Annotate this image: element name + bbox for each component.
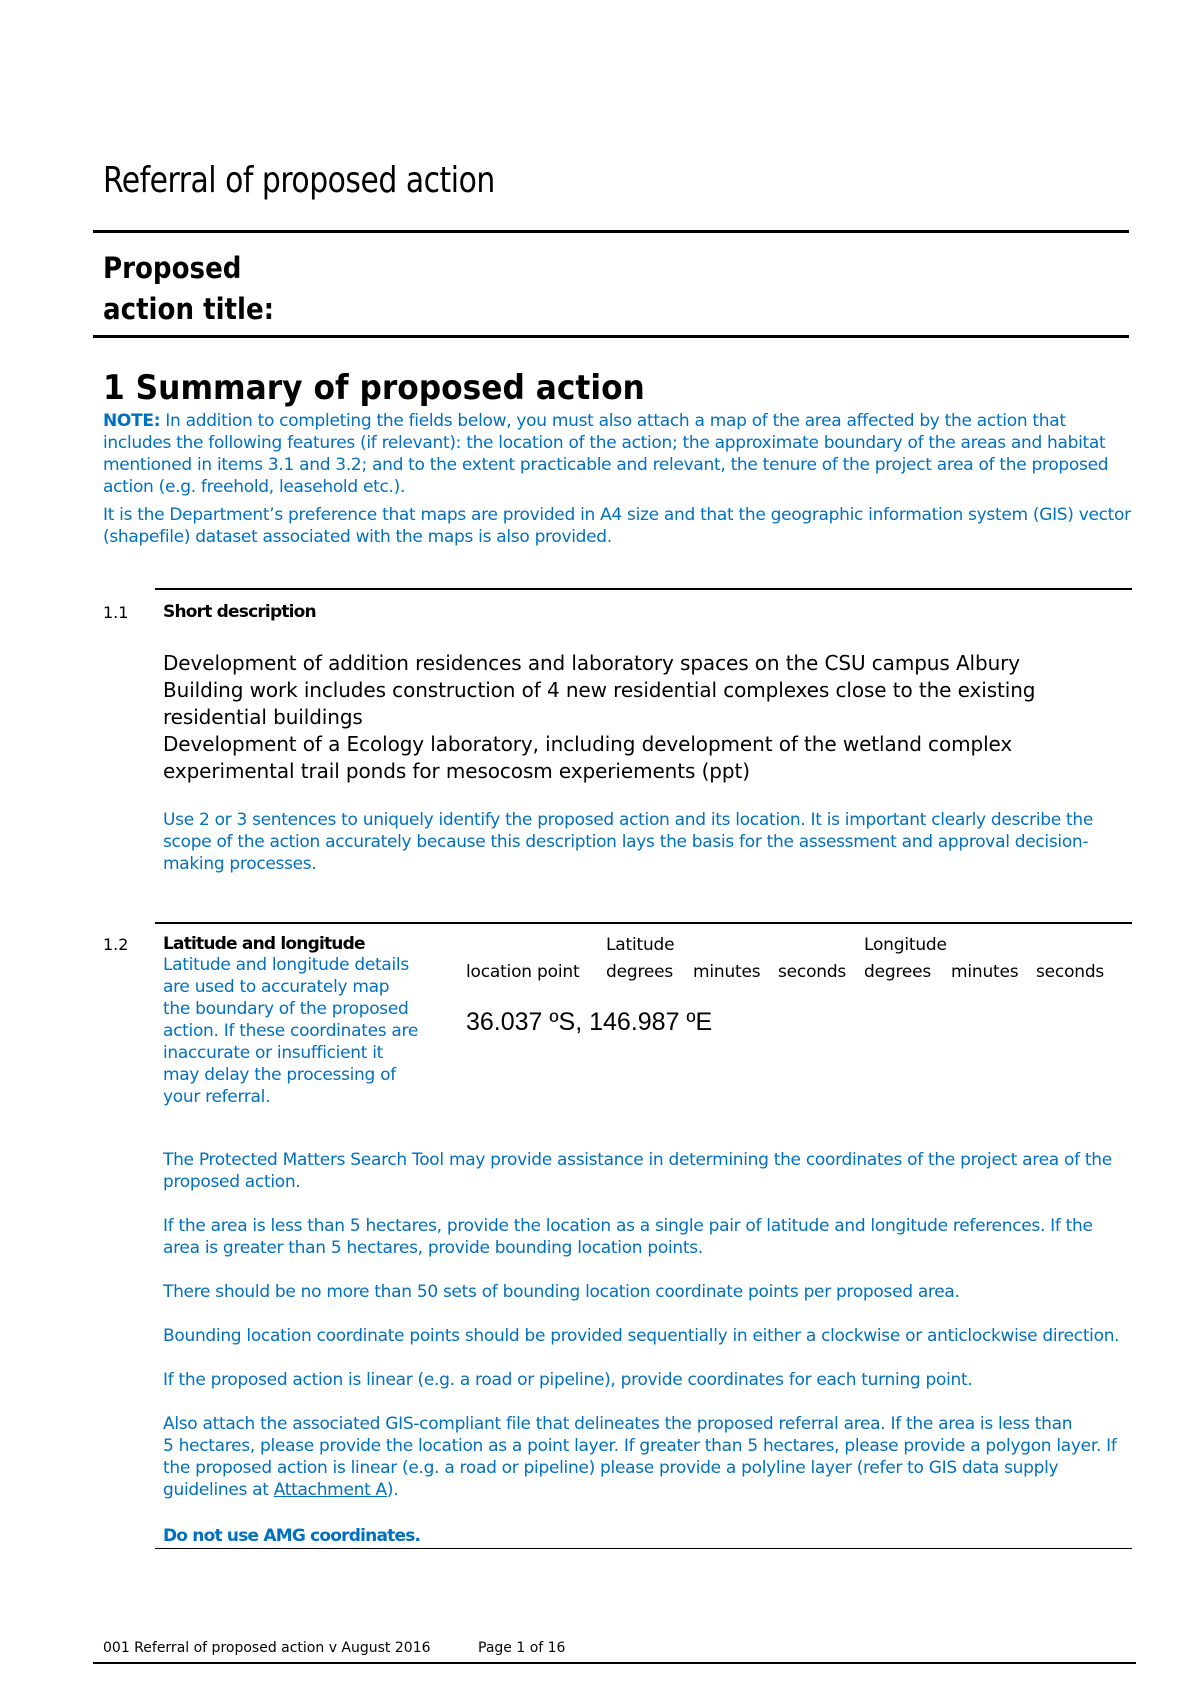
coordinate-value-field[interactable]: 36.037 ºS, 146.987 ºE xyxy=(466,1008,713,1036)
lon-seconds-label: seconds xyxy=(1036,962,1105,982)
item-number: 1.1 xyxy=(103,603,129,622)
footer-document-name: 001 Referral of proposed action v August 2016 xyxy=(103,1640,431,1656)
amg-warning: Do not use AMG coordinates. xyxy=(163,1526,421,1546)
item-heading: Short description xyxy=(163,602,316,622)
proposed-action-title-text: Proposed action title: xyxy=(103,251,275,326)
lon-minutes-label: minutes xyxy=(951,962,1019,982)
action-title-divider xyxy=(93,335,1129,338)
item-1-2-bottom-rule xyxy=(155,1548,1132,1549)
attachment-a-link[interactable]: Attachment A xyxy=(273,1480,387,1500)
description-line: residential buildings xyxy=(163,705,363,729)
item-1-1-divider xyxy=(155,588,1132,590)
item-heading: Latitude and longitude xyxy=(163,934,365,954)
gis-last-prefix: guidelines at xyxy=(163,1480,274,1500)
latlong-help-text: Latitude and longitude details are used to accurately map the boundary of the proposed action. If these coordinates are inaccurate or insufficient it may delay the processing of your referral. xyxy=(163,955,418,1107)
short-description-field[interactable] xyxy=(163,650,1063,785)
item-1-2-divider xyxy=(155,922,1132,924)
item-number: 1.2 xyxy=(103,935,129,954)
footer-rule xyxy=(93,1662,1136,1664)
description-line: Development of addition residences and laboratory spaces on the CSU campus Albury xyxy=(163,651,1021,675)
description-line: experimental trail ponds for mesocosm experiements (ppt) xyxy=(163,759,750,783)
guidance-paragraph: If the area is less than 5 hectares, provide the location as a single pair of latitude and longitude references. If the area is greater than 5 hectares, provide bounding location points. xyxy=(163,1216,1093,1258)
short-description-guidance: Use 2 or 3 sentences to uniquely identify the proposed action and its location. It is important clearly describe the scope of the action accurately because this description lays the basis for the assessment and approval decision-making processes. xyxy=(163,810,1094,874)
footer-page-number: Page 1 of 16 xyxy=(478,1640,566,1656)
longitude-label: Longitude xyxy=(864,935,947,955)
lat-minutes-label: minutes xyxy=(693,962,761,982)
location-point-label: location point xyxy=(466,962,580,982)
description-line: Development of a Ecology laboratory, including development of the wetland complex xyxy=(163,732,1013,756)
gis-line xyxy=(163,1479,1133,1501)
guidance-paragraph: There should be no more than 50 sets of bounding location coordinate points per proposed area. xyxy=(163,1282,960,1302)
document-title: Referral of proposed action xyxy=(103,160,495,201)
latitude-label: Latitude xyxy=(606,935,675,955)
title-divider xyxy=(93,230,1129,233)
note-text: In addition to completing the fields below, you must also attach a map of the area affected by the action that includes the following features (if relevant): the location of the action; the approximate boundary of the areas and habitat mentioned in items 3.1 and 3.2; and to the extent practicable and relevant, the tenure of the project area of the proposed action (e.g. freehold, leasehold etc.). xyxy=(103,411,1109,497)
proposed-action-title-label xyxy=(103,248,319,330)
lat-seconds-label: seconds xyxy=(778,962,847,982)
guidance-paragraph: The Protected Matters Search Tool may provide assistance in determining the coordinates of the project area of the proposed action. xyxy=(163,1150,1112,1192)
description-line: Building work includes construction of 4 new residential complexes close to the existing xyxy=(163,678,1036,702)
gis-line: Also attach the associated GIS-compliant file that delineates the proposed referral area. If the area is less than xyxy=(163,1414,1073,1434)
gis-line: 5 hectares, please provide the location as a point layer. If greater than 5 hectares, please provide a polygon layer. If xyxy=(163,1436,1117,1456)
guidance-paragraph: Bounding location coordinate points should be provided sequentially in either a clockwise or anticlockwise direction. xyxy=(163,1326,1120,1346)
gis-line: the proposed action is linear (e.g. a road or pipeline) please provide a polyline layer (refer to GIS data supply xyxy=(163,1458,1059,1478)
gis-last-suffix: ). xyxy=(386,1480,399,1500)
note-label: NOTE: xyxy=(103,411,161,431)
lon-degrees-label: degrees xyxy=(864,962,932,982)
note-paragraph-2: It is the Department’s preference that maps are provided in A4 size and that the geographic information system (GIS) vector (shapefile) dataset associated with the maps is also provided. xyxy=(103,505,1131,547)
note-paragraph xyxy=(103,410,1133,498)
guidance-paragraph: If the proposed action is linear (e.g. a road or pipeline), provide coordinates for each turning point. xyxy=(163,1370,973,1390)
gis-guidance-paragraph xyxy=(163,1413,1133,1501)
lat-degrees-label: degrees xyxy=(606,962,674,982)
section-heading: 1 Summary of proposed action xyxy=(103,368,645,408)
